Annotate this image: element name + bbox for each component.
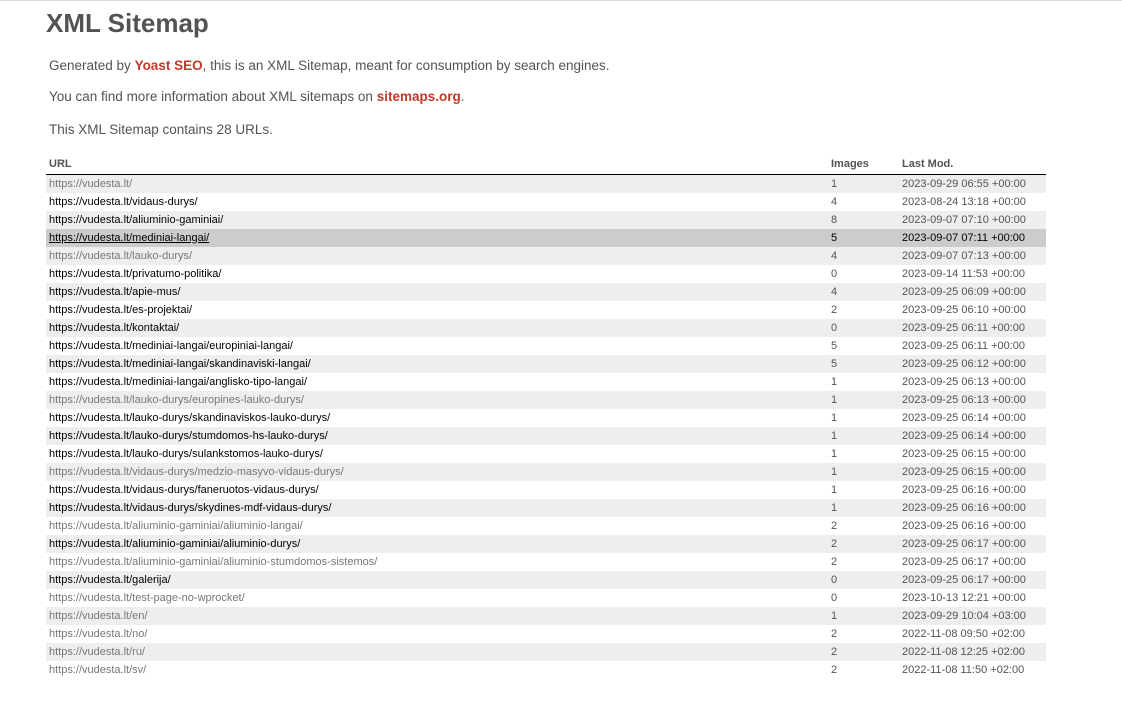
url-link[interactable]: https://vudesta.lt/ru/	[49, 645, 145, 658]
images-cell: 1	[828, 499, 899, 517]
last-mod-cell: 2023-09-25 06:13 +00:00	[899, 391, 1046, 409]
url-cell	[46, 283, 828, 301]
images-cell: 5	[828, 337, 899, 355]
url-link[interactable]: https://vudesta.lt/no/	[49, 627, 148, 640]
table-row	[46, 247, 1046, 265]
url-cell	[46, 355, 828, 373]
url-link[interactable]: https://vudesta.lt/mediniai-langai/europiniai-langai/	[49, 339, 293, 352]
table-row	[46, 174, 1046, 193]
url-cell	[46, 174, 828, 193]
table-row	[46, 391, 1046, 409]
url-link[interactable]: https://vudesta.lt/	[49, 177, 133, 190]
url-link[interactable]: https://vudesta.lt/sv/	[49, 663, 147, 676]
url-cell	[46, 265, 828, 283]
images-cell: 1	[828, 409, 899, 427]
url-link[interactable]: https://vudesta.lt/privatumo-politika/	[49, 267, 222, 280]
last-mod-cell: 2023-09-25 06:09 +00:00	[899, 283, 1046, 301]
url-count-text: This XML Sitemap contains 28 URLs.	[49, 122, 273, 137]
url-cell	[46, 625, 828, 643]
url-link[interactable]: https://vudesta.lt/lauko-durys/stumdomos-hs-lauko-durys/	[49, 429, 328, 442]
images-cell: 4	[828, 283, 899, 301]
url-link[interactable]: https://vudesta.lt/aliuminio-gaminiai/aliuminio-stumdomos-sistemos/	[49, 555, 378, 568]
url-link[interactable]: https://vudesta.lt/es-projektai/	[49, 303, 193, 316]
intro2-prefix: You can find more information about XML sitemaps on	[49, 89, 377, 104]
last-mod-cell: 2022-11-08 09:50 +02:00	[899, 625, 1046, 643]
table-row	[46, 607, 1046, 625]
url-cell	[46, 229, 828, 247]
images-cell: 1	[828, 481, 899, 499]
header-last-mod[interactable]: Last Mod.	[899, 156, 1046, 174]
table-row	[46, 265, 1046, 283]
sitemap-table	[46, 156, 1046, 679]
last-mod-cell: 2023-10-13 12:21 +00:00	[899, 589, 1046, 607]
images-cell: 1	[828, 174, 899, 193]
url-link[interactable]: https://vudesta.lt/test-page-no-wprocket/	[49, 591, 245, 604]
sitemap-rows	[46, 174, 1046, 679]
url-cell	[46, 553, 828, 571]
url-cell	[46, 301, 828, 319]
url-link[interactable]: https://vudesta.lt/en/	[49, 609, 148, 622]
last-mod-cell: 2023-09-25 06:10 +00:00	[899, 301, 1046, 319]
table-row	[46, 571, 1046, 589]
images-cell: 0	[828, 265, 899, 283]
table-header-row	[46, 156, 1046, 174]
last-mod-cell: 2023-09-25 06:15 +00:00	[899, 463, 1046, 481]
last-mod-cell: 2023-09-07 07:10 +00:00	[899, 211, 1046, 229]
images-cell: 2	[828, 643, 899, 661]
last-mod-cell: 2023-09-25 06:16 +00:00	[899, 499, 1046, 517]
url-link[interactable]: https://vudesta.lt/lauko-durys/skandinaviskos-lauko-durys/	[49, 411, 331, 424]
table-row	[46, 193, 1046, 211]
url-link[interactable]: https://vudesta.lt/kontaktai/	[49, 321, 180, 334]
last-mod-cell: 2022-11-08 11:50 +02:00	[899, 661, 1046, 679]
url-link[interactable]: https://vudesta.lt/mediniai-langai/skandinaviski-langai/	[49, 357, 311, 370]
header-images[interactable]: Images	[828, 156, 899, 174]
last-mod-cell: 2023-09-25 06:17 +00:00	[899, 571, 1046, 589]
table-row	[46, 445, 1046, 463]
images-cell: 2	[828, 535, 899, 553]
images-cell: 1	[828, 463, 899, 481]
table-row	[46, 283, 1046, 301]
url-link[interactable]: https://vudesta.lt/mediniai-langai/anglisko-tipo-langai/	[49, 375, 308, 388]
last-mod-cell: 2023-09-25 06:11 +00:00	[899, 337, 1046, 355]
table-row	[46, 589, 1046, 607]
last-mod-cell: 2023-09-14 11:53 +00:00	[899, 265, 1046, 283]
yoast-seo-link[interactable]: Yoast SEO	[134, 58, 203, 73]
url-link[interactable]: https://vudesta.lt/vidaus-durys/skydines-mdf-vidaus-durys/	[49, 501, 332, 514]
table-row	[46, 301, 1046, 319]
images-cell: 1	[828, 391, 899, 409]
table-row	[46, 499, 1046, 517]
url-cell	[46, 463, 828, 481]
url-cell	[46, 319, 828, 337]
url-link[interactable]: https://vudesta.lt/aliuminio-gaminiai/aliuminio-durys/	[49, 537, 301, 550]
images-cell: 1	[828, 373, 899, 391]
last-mod-cell: 2023-09-25 06:14 +00:00	[899, 409, 1046, 427]
images-cell: 0	[828, 571, 899, 589]
table-row	[46, 427, 1046, 445]
last-mod-cell: 2023-09-25 06:17 +00:00	[899, 535, 1046, 553]
intro1-prefix: Generated by	[49, 58, 135, 73]
url-cell	[46, 391, 828, 409]
url-cell	[46, 589, 828, 607]
url-cell	[46, 661, 828, 679]
url-cell	[46, 211, 828, 229]
sitemaps-org-link[interactable]: sitemaps.org	[376, 89, 461, 104]
images-cell: 4	[828, 193, 899, 211]
last-mod-cell: 2023-09-25 06:16 +00:00	[899, 517, 1046, 535]
url-cell	[46, 481, 828, 499]
images-cell: 0	[828, 319, 899, 337]
images-cell: 2	[828, 661, 899, 679]
table-row	[46, 625, 1046, 643]
more-info-text	[49, 89, 464, 104]
last-mod-cell: 2023-09-29 06:55 +00:00	[899, 174, 1046, 193]
table-row	[46, 211, 1046, 229]
url-cell	[46, 607, 828, 625]
table-row	[46, 481, 1046, 499]
images-cell: 2	[828, 517, 899, 535]
url-link[interactable]: https://vudesta.lt/lauko-durys/	[49, 249, 193, 262]
images-cell: 1	[828, 427, 899, 445]
url-cell	[46, 409, 828, 427]
images-cell: 5	[828, 355, 899, 373]
images-cell: 0	[828, 589, 899, 607]
intro1-suffix: , this is an XML Sitemap, meant for consumption by search engines.	[202, 58, 610, 73]
table-row	[46, 553, 1046, 571]
images-cell: 4	[828, 247, 899, 265]
last-mod-cell: 2022-11-08 12:25 +02:00	[899, 643, 1046, 661]
url-cell	[46, 535, 828, 553]
last-mod-cell: 2023-09-25 06:14 +00:00	[899, 427, 1046, 445]
images-cell: 5	[828, 229, 899, 247]
table-row	[46, 229, 1046, 247]
url-cell	[46, 499, 828, 517]
url-link[interactable]: https://vudesta.lt/aliuminio-gaminiai/	[49, 213, 224, 226]
images-cell: 1	[828, 607, 899, 625]
url-link[interactable]: https://vudesta.lt/lauko-durys/sulankstomos-lauko-durys/	[49, 447, 323, 460]
url-link[interactable]: https://vudesta.lt/aliuminio-gaminiai/aliuminio-langai/	[49, 519, 303, 532]
url-cell	[46, 193, 828, 211]
url-cell	[46, 247, 828, 265]
url-cell	[46, 445, 828, 463]
images-cell: 8	[828, 211, 899, 229]
images-cell: 2	[828, 301, 899, 319]
url-cell	[46, 337, 828, 355]
url-link[interactable]: https://vudesta.lt/vidaus-durys/medzio-masyvo-vidaus-durys/	[49, 465, 344, 478]
url-link[interactable]: https://vudesta.lt/lauko-durys/europines-lauko-durys/	[49, 393, 304, 406]
last-mod-cell: 2023-09-25 06:11 +00:00	[899, 319, 1046, 337]
header-url[interactable]: URL	[46, 156, 828, 174]
generated-by-text	[49, 58, 610, 73]
top-border	[0, 0, 1122, 1]
last-mod-cell: 2023-09-25 06:12 +00:00	[899, 355, 1046, 373]
table-row	[46, 337, 1046, 355]
table-row	[46, 643, 1046, 661]
table-row	[46, 319, 1046, 337]
last-mod-cell: 2023-09-25 06:15 +00:00	[899, 445, 1046, 463]
table-row	[46, 517, 1046, 535]
images-cell: 2	[828, 625, 899, 643]
url-cell	[46, 517, 828, 535]
intro2-suffix: .	[460, 89, 465, 104]
images-cell: 1	[828, 445, 899, 463]
page-title: XML Sitemap	[46, 8, 209, 38]
images-cell: 2	[828, 553, 899, 571]
url-cell	[46, 427, 828, 445]
url-link[interactable]: https://vudesta.lt/vidaus-durys/faneruotos-vidaus-durys/	[49, 483, 319, 496]
table-row	[46, 463, 1046, 481]
url-cell	[46, 643, 828, 661]
last-mod-cell: 2023-08-24 13:18 +00:00	[899, 193, 1046, 211]
table-row	[46, 535, 1046, 553]
last-mod-cell: 2023-09-29 10:04 +03:00	[899, 607, 1046, 625]
url-cell	[46, 571, 828, 589]
last-mod-cell: 2023-09-07 07:13 +00:00	[899, 247, 1046, 265]
last-mod-cell: 2023-09-25 06:16 +00:00	[899, 481, 1046, 499]
table-row	[46, 373, 1046, 391]
url-link[interactable]: https://vudesta.lt/galerija/	[49, 573, 171, 586]
table-row	[46, 409, 1046, 427]
table-row	[46, 355, 1046, 373]
last-mod-cell: 2023-09-25 06:17 +00:00	[899, 553, 1046, 571]
last-mod-cell: 2023-09-07 07:11 +00:00	[899, 229, 1046, 247]
table-row	[46, 661, 1046, 679]
url-cell	[46, 373, 828, 391]
url-link[interactable]: https://vudesta.lt/apie-mus/	[49, 285, 181, 298]
url-link[interactable]: https://vudesta.lt/vidaus-durys/	[49, 195, 198, 208]
last-mod-cell: 2023-09-25 06:13 +00:00	[899, 373, 1046, 391]
url-link[interactable]: https://vudesta.lt/mediniai-langai/	[49, 231, 210, 244]
